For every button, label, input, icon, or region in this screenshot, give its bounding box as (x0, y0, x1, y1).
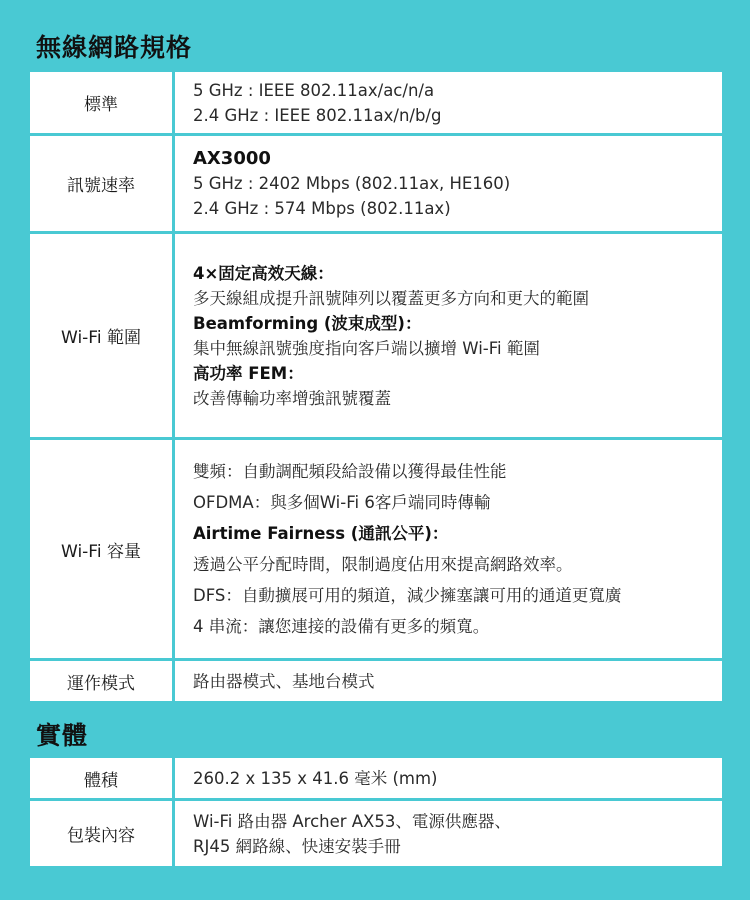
spec-value-line: 透過公平分配時間，限制過度佔用來提高網路效率。 (193, 555, 573, 574)
physical-spec-title: 實體 (36, 721, 89, 750)
spec-value-line: RJ45 網路線、快速安裝手冊 (193, 836, 401, 856)
spec-value-line: 雙頻：自動調配頻段給設備以獲得最佳性能 (193, 462, 507, 481)
spec-value-line: 260.2 x 135 x 41.6 毫米 (mm) (193, 768, 438, 788)
spec-value-line: 2.4 GHz : 574 Mbps (802.11ax) (193, 199, 451, 218)
spec-row-capacity (30, 440, 722, 658)
spec-value (175, 136, 722, 231)
spec-value (175, 72, 722, 133)
spec-label: 包裝內容 (30, 801, 172, 866)
spec-value (175, 440, 722, 658)
spec-label: Wi-Fi 容量 (30, 440, 172, 658)
spec-value-line: Wi-Fi 路由器 Archer AX53、電源供應器、 (193, 811, 511, 831)
spec-label: Wi-Fi 範圍 (30, 234, 172, 437)
wireless-spec-table (30, 72, 722, 701)
spec-label: 標準 (30, 72, 172, 133)
spec-row-standard (30, 72, 722, 133)
spec-row-package (30, 801, 722, 866)
spec-row-dimensions (30, 758, 722, 798)
spec-value-line: DFS：自動擴展可用的頻道，減少擁塞讓可用的通道更寬廣 (193, 586, 622, 605)
spec-label: 體積 (30, 758, 172, 798)
physical-spec-table (30, 758, 722, 866)
spec-row-speed (30, 136, 722, 231)
spec-label: 訊號速率 (30, 136, 172, 231)
spec-value-line: 4 串流：讓您連接的設備有更多的頻寬。 (193, 617, 490, 636)
spec-value (175, 661, 722, 701)
spec-value-line: 5 GHz : 2402 Mbps (802.11ax, HE160) (193, 174, 511, 193)
spec-label: 運作模式 (30, 661, 172, 701)
spec-value (175, 758, 722, 798)
spec-value-line: 路由器模式、基地台模式 (193, 671, 375, 691)
spec-value-line: AX3000 (193, 148, 271, 169)
spec-row-range (30, 234, 722, 437)
wireless-spec-title: 無線網路規格 (36, 33, 193, 62)
spec-value-line: 集中無線訊號強度指向客戶端以擴增 Wi-Fi 範圍 (193, 338, 540, 358)
spec-value-line: 改善傳輸功率增強訊號覆蓋 (193, 388, 391, 408)
spec-value-line: 5 GHz : IEEE 802.11ax/ac/n/a (193, 80, 435, 100)
spec-value-line: 2.4 GHz : IEEE 802.11ax/n/b/g (193, 105, 442, 125)
spec-row-mode (30, 661, 722, 701)
spec-value-line: Beamforming (波束成型)： (193, 313, 422, 333)
spec-value-line: OFDMA：與多個Wi-Fi 6客戶端同時傳輸 (193, 493, 491, 512)
spec-value-line: 4×固定高效天線： (193, 263, 334, 283)
spec-value-line: Airtime Fairness (通訊公平)： (193, 524, 449, 543)
spec-value (175, 234, 722, 437)
spec-value (175, 801, 722, 866)
spec-value-line: 高功率 FEM： (193, 363, 304, 383)
spec-value-line: 多天線組成提升訊號陣列以覆蓋更多方向和更大的範圍 (193, 288, 589, 308)
